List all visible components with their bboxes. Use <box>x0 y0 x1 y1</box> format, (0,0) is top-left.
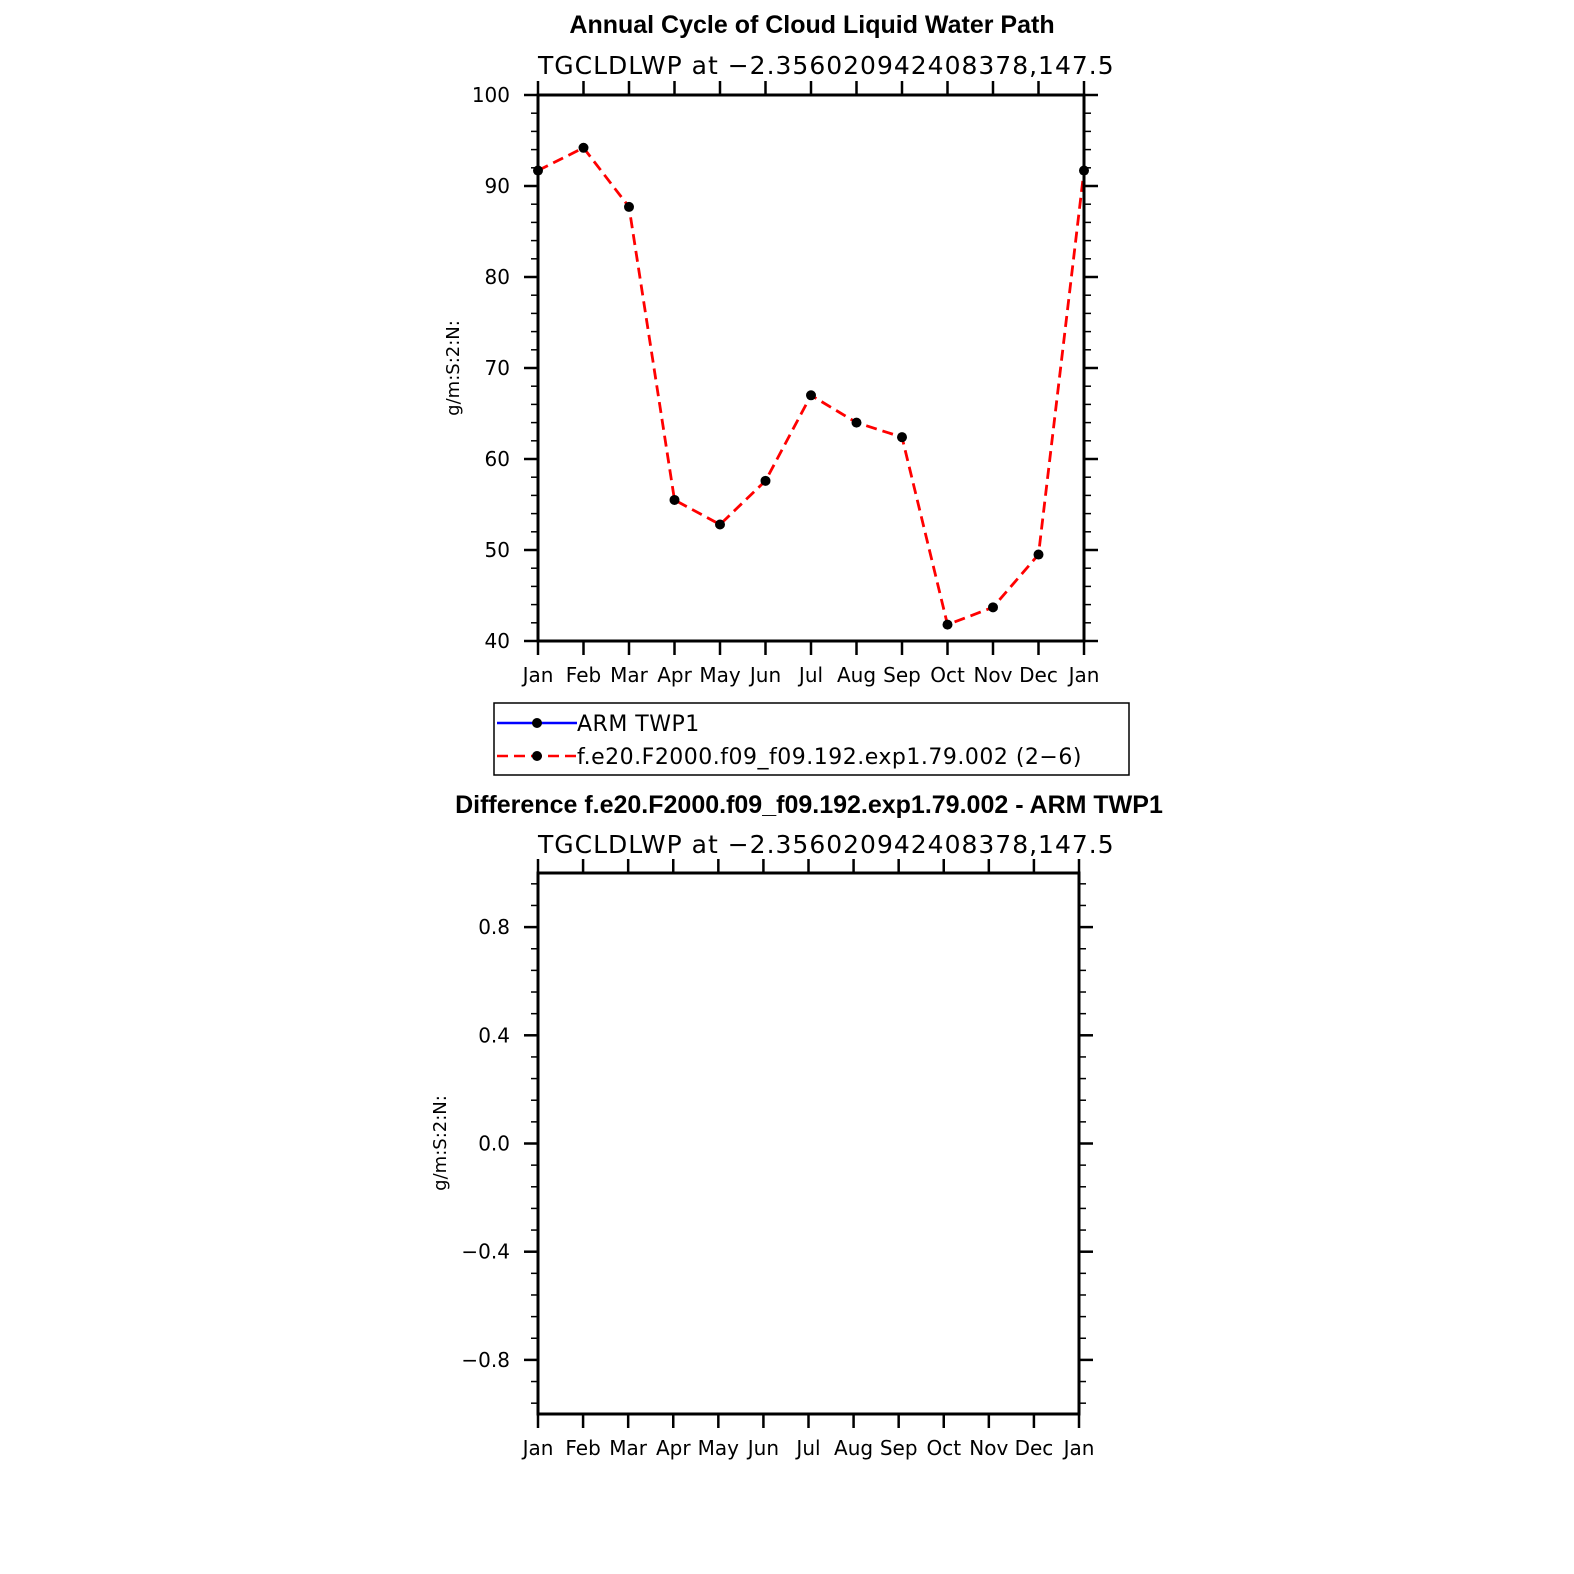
legend-marker-model <box>532 751 542 761</box>
x-tick-label: Mar <box>610 663 648 687</box>
chart-title: Annual Cycle of Cloud Liquid Water Path <box>569 11 1055 39</box>
x-tick-label: Jan <box>522 1436 554 1460</box>
y-tick-label: 50 <box>484 538 510 562</box>
x-tick-label: Jul <box>796 1436 821 1460</box>
x-axis-ticks <box>521 81 1100 687</box>
series-line <box>538 148 1084 625</box>
chart-subtitle: TGCLDLWP at −2.356020942408378,147.5 <box>538 51 1115 80</box>
y-tick-label: 0.0 <box>478 1131 510 1156</box>
x-tick-label: May <box>697 1436 740 1460</box>
x-tick-label: Dec <box>1019 663 1058 687</box>
y-axis-label: g/m:S:2:N: <box>443 320 464 416</box>
data-point <box>670 495 680 505</box>
x-tick-label: Dec <box>1014 1436 1054 1460</box>
y-axis-label: g/m:S:2:N: <box>430 1095 451 1191</box>
series-layer <box>533 143 1089 630</box>
y-tick-label: 40 <box>484 629 510 653</box>
x-tick-label: Sep <box>879 1436 918 1460</box>
data-point <box>852 418 862 428</box>
x-tick-label: Aug <box>834 1436 874 1460</box>
y-tick-label: 0.8 <box>478 915 510 940</box>
data-point <box>806 390 816 400</box>
chart-subtitle: TGCLDLWP at −2.356020942408378,147.5 <box>538 830 1115 859</box>
y-tick-label: 70 <box>484 356 510 380</box>
x-tick-label: Oct <box>926 1436 962 1460</box>
y-tick-label: 0.4 <box>478 1023 510 1048</box>
x-tick-label: Jul <box>798 663 824 687</box>
x-tick-label: Apr <box>657 663 692 687</box>
data-point <box>624 202 634 212</box>
data-point <box>579 143 589 153</box>
chart-title: Difference f.e20.F2000.f09_f09.192.exp1.79.002 - ARM TWP1 <box>455 791 1163 819</box>
legend-label-model: f.e20.F2000.f09_f09.192.exp1.79.002 (2−6) <box>577 745 1082 770</box>
x-tick-label: May <box>699 663 741 687</box>
x-tick-label: Feb <box>565 663 602 687</box>
x-axis-ticks <box>521 859 1095 1460</box>
y-axis-ticks <box>472 83 1098 653</box>
plot-frame <box>538 95 1084 641</box>
data-point <box>715 520 725 530</box>
y-tick-label: −0.8 <box>461 1347 510 1372</box>
x-tick-label: Jan <box>1063 1436 1095 1460</box>
y-tick-label: −0.4 <box>461 1239 510 1264</box>
data-point <box>1034 550 1044 560</box>
x-tick-label: Aug <box>836 663 877 687</box>
y-tick-label: 100 <box>471 83 510 107</box>
x-tick-label: Apr <box>655 1436 691 1460</box>
y-axis-ticks <box>461 884 1093 1403</box>
data-point <box>897 432 907 442</box>
x-tick-label: Feb <box>565 1436 601 1460</box>
data-point <box>943 620 953 630</box>
y-tick-label: 60 <box>484 447 510 471</box>
x-tick-label: Sep <box>883 663 921 687</box>
x-tick-label: Jun <box>749 663 782 687</box>
difference-chart <box>430 791 1163 1460</box>
legend <box>494 703 1129 775</box>
data-point <box>988 602 998 612</box>
x-tick-label: Jun <box>747 1436 780 1460</box>
legend-marker-arm-twp1 <box>532 718 542 728</box>
plot-frame <box>538 873 1079 1414</box>
x-tick-label: Jan <box>522 663 554 687</box>
data-point <box>761 476 771 486</box>
x-tick-label: Mar <box>609 1436 648 1460</box>
x-tick-label: Nov <box>969 1436 1009 1460</box>
x-tick-label: Nov <box>973 663 1013 687</box>
x-tick-label: Jan <box>1068 663 1100 687</box>
x-tick-label: Oct <box>930 663 965 687</box>
y-tick-label: 80 <box>484 265 510 289</box>
legend-label-arm-twp1: ARM TWP1 <box>577 712 700 737</box>
y-tick-label: 90 <box>484 174 510 198</box>
annual-cycle-chart <box>443 11 1115 687</box>
